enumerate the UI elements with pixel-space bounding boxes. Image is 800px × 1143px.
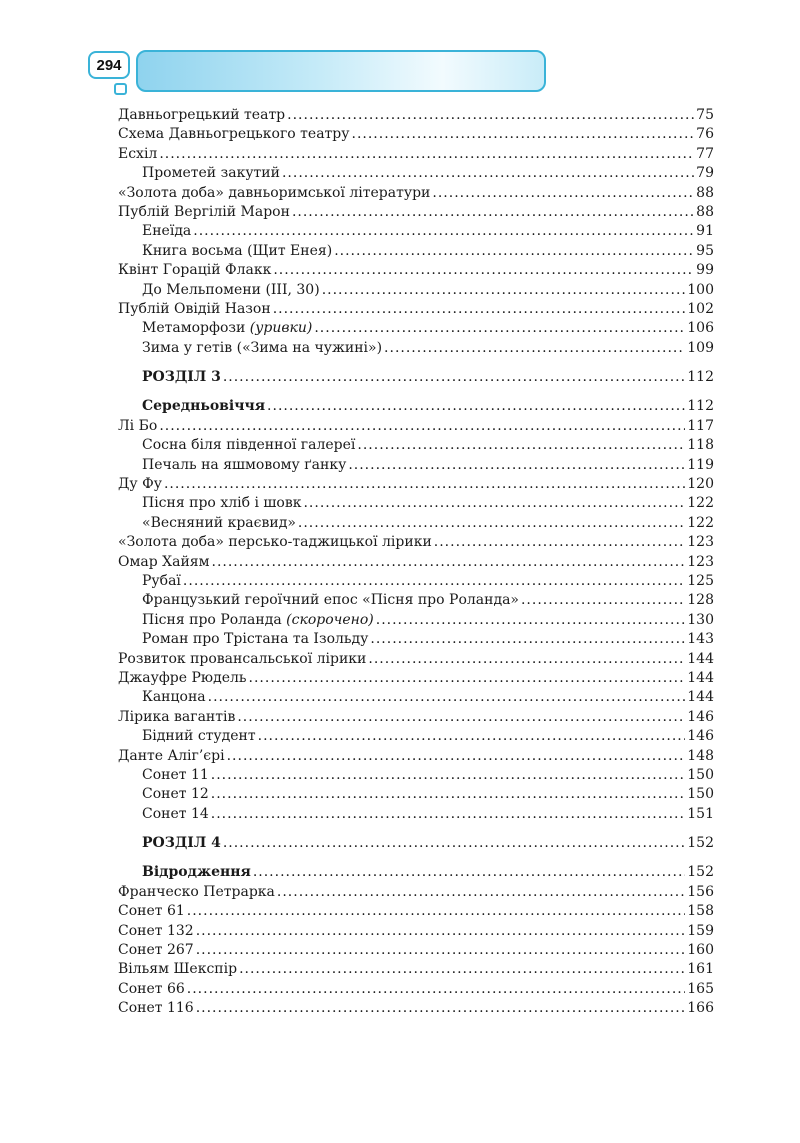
toc-entry-title-text: Публій Овідій Назон	[118, 300, 271, 317]
toc-entry-title-text: Омар Хайям	[118, 553, 210, 570]
toc-section-heading	[118, 834, 714, 853]
toc-entry-title-italic: (скорочено)	[286, 611, 374, 628]
toc-page-number: 152	[687, 835, 714, 852]
toc-leader-dots	[277, 883, 685, 902]
toc-entry	[118, 688, 714, 707]
toc-entry-title-text: Сонет 116	[118, 1000, 194, 1017]
toc-entry	[118, 533, 714, 552]
toc-entry-title	[118, 999, 194, 1018]
toc-entry	[118, 417, 714, 436]
toc-entry-title-text: Рубаї	[142, 572, 181, 589]
toc-entry-title-text: Метаморфози	[142, 320, 250, 337]
toc-entry-title-text: Канцона	[142, 689, 206, 706]
toc-leader-dots	[196, 941, 686, 960]
toc-entry-title	[142, 688, 206, 707]
toc-entry	[118, 242, 714, 261]
toc-leader-dots	[159, 145, 694, 164]
toc-entry-title	[142, 766, 209, 785]
toc-section-heading	[118, 368, 714, 387]
toc-entry-title	[118, 650, 366, 669]
toc-entry-title-text: Сонет 132	[118, 922, 194, 939]
toc-leader-dots	[368, 650, 685, 669]
toc-entry-title	[118, 922, 194, 941]
toc-entry-title	[142, 456, 346, 475]
toc-entry-title	[142, 436, 355, 455]
toc-entry-title	[118, 184, 430, 203]
toc-leader-dots	[303, 494, 685, 513]
toc-entry-title	[118, 125, 350, 144]
toc-entry-title-text: Лірика вагантів	[118, 708, 236, 725]
toc-section-heading	[118, 863, 714, 882]
toc-entry-title	[142, 514, 296, 533]
toc-page-number: 152	[687, 864, 714, 881]
toc-entry-title-text: Зима у гетів («Зима на чужині»)	[142, 339, 383, 356]
toc-entry	[118, 436, 714, 455]
toc-leader-dots	[434, 533, 685, 552]
toc-leader-dots	[253, 863, 685, 882]
toc-leader-dots	[432, 184, 694, 203]
toc-leader-dots	[287, 106, 694, 125]
toc-entry-title-text: Сонет 11	[142, 766, 209, 783]
toc-page-number: 146	[687, 728, 714, 745]
toc-entry-title-text: Сонет 267	[118, 942, 194, 959]
toc-leader-dots	[352, 125, 695, 144]
toc-entry-title-text: Сонет 12	[142, 786, 209, 803]
toc-leader-dots	[273, 300, 686, 319]
toc-entry-title-text: Відродження	[142, 864, 251, 881]
toc-entry-title	[118, 980, 185, 999]
toc-entry	[118, 281, 714, 300]
toc-leader-dots	[187, 902, 685, 921]
toc-entry	[118, 339, 714, 358]
toc-entry	[118, 650, 714, 669]
toc-entry-title	[118, 417, 157, 436]
toc-entry-title	[118, 960, 237, 979]
toc-entry-title-text: Французький героїчний епос «Пісня про Роланда»	[142, 592, 519, 609]
toc-entry	[118, 960, 714, 979]
toc-leader-dots	[187, 980, 685, 999]
toc-page-number: 123	[687, 553, 714, 570]
toc-entry	[118, 514, 714, 533]
toc-entry-title-text: Схема Давньогрецького театру	[118, 126, 350, 143]
toc-entry	[118, 164, 714, 183]
toc-page-number: 102	[687, 300, 714, 317]
toc-entry	[118, 261, 714, 280]
toc-page-number: 158	[687, 903, 714, 920]
toc-leader-dots	[249, 669, 686, 688]
toc-entry-title-text: РОЗДІЛ 4	[142, 835, 221, 852]
toc-entry-title	[142, 368, 221, 387]
toc-entry-title	[118, 747, 225, 766]
toc-leader-dots	[357, 436, 685, 455]
toc-entry-title-text: Франческо Петрарка	[118, 883, 275, 900]
toc-entry-title-text: Сонет 66	[118, 980, 185, 997]
toc-entry	[118, 203, 714, 222]
toc-entry	[118, 922, 714, 941]
toc-entry-title	[118, 261, 271, 280]
toc-entry	[118, 456, 714, 475]
toc-entry-title	[118, 106, 285, 125]
header-bar	[136, 50, 546, 92]
toc-entry	[118, 902, 714, 921]
toc-leader-dots	[164, 475, 685, 494]
toc-entry-title-text: Лі Бо	[118, 417, 158, 434]
table-of-contents	[118, 106, 714, 1019]
toc-page-number: 120	[687, 476, 714, 493]
toc-entry-title-text: Вільям Шекспір	[118, 961, 238, 978]
toc-entry	[118, 669, 714, 688]
toc-entry-title-text: Розвиток провансальської лірики	[118, 650, 367, 667]
toc-entry-title-text: Пісня про хліб і шовк	[142, 495, 302, 512]
toc-page-number: 125	[687, 572, 714, 589]
toc-entry-title-text: Сосна біля південної галереї	[142, 437, 356, 454]
toc-page-number: 146	[687, 708, 714, 725]
toc-entry-title-text: Пісня про Роланда	[142, 611, 287, 628]
toc-entry-title	[142, 397, 265, 416]
toc-page-number: 150	[687, 786, 714, 803]
toc-entry-title-text: «Золота доба» давньоримської літератури	[118, 184, 431, 201]
toc-leader-dots	[322, 281, 686, 300]
toc-entry-title	[142, 319, 312, 338]
toc-entry-title-text: «Золота доба» персько-таджицької лірики	[118, 534, 432, 551]
toc-page-number: 91	[696, 223, 714, 240]
toc-page-number: 165	[687, 980, 714, 997]
toc-leader-dots	[237, 708, 685, 727]
toc-entry-title-text: Енеїда	[142, 223, 192, 240]
toc-page-number: 117	[687, 417, 714, 434]
toc-entry	[118, 630, 714, 649]
toc-page-number: 100	[687, 281, 714, 298]
toc-entry-title	[142, 630, 368, 649]
toc-leader-dots	[223, 834, 685, 853]
toc-entry-title-text: Давньогрецький театр	[118, 107, 286, 123]
toc-entry-title	[118, 145, 157, 164]
toc-entry-title	[142, 785, 209, 804]
toc-leader-dots	[211, 766, 685, 785]
toc-entry	[118, 883, 714, 902]
toc-page-number: 106	[687, 320, 714, 337]
toc-leader-dots	[273, 261, 694, 280]
toc-leader-dots	[227, 747, 686, 766]
toc-leader-dots	[211, 805, 685, 824]
toc-entry	[118, 125, 714, 144]
toc-entry-title-text: Бідний студент	[142, 728, 256, 745]
toc-entry-title	[142, 727, 256, 746]
toc-entry-title	[142, 834, 221, 853]
toc-page-number: 160	[687, 942, 714, 959]
toc-page-number: 144	[687, 650, 714, 667]
toc-entry	[118, 708, 714, 727]
toc-entry	[118, 766, 714, 785]
toc-entry-title	[142, 572, 181, 591]
toc-leader-dots	[196, 922, 686, 941]
toc-page-number: 75	[696, 107, 714, 123]
toc-leader-dots	[212, 553, 686, 572]
toc-page-number: 119	[687, 456, 714, 473]
toc-page-number: 88	[696, 184, 714, 201]
toc-entry-title-text: Публій Вергілій Марон	[118, 203, 290, 220]
toc-page-number: 112	[687, 369, 714, 386]
toc-leader-dots	[384, 339, 685, 358]
page-number: 294	[88, 51, 130, 79]
toc-entry-title	[142, 591, 519, 610]
toc-entry-title	[118, 669, 247, 688]
toc-entry	[118, 611, 714, 630]
toc-entry	[118, 572, 714, 591]
toc-entry-title	[142, 242, 332, 261]
toc-page-number: 95	[696, 242, 714, 259]
toc-entry-title-italic: (уривки)	[249, 320, 313, 337]
toc-page-number: 112	[687, 398, 714, 415]
toc-page-number: 143	[687, 631, 714, 648]
toc-leader-dots	[183, 572, 685, 591]
toc-entry	[118, 980, 714, 999]
toc-entry	[118, 591, 714, 610]
toc-entry	[118, 941, 714, 960]
toc-entry-title	[118, 553, 210, 572]
toc-entry-title-text: Есхіл	[118, 145, 158, 162]
toc-entry-title	[142, 281, 320, 300]
toc-entry	[118, 184, 714, 203]
toc-page-number: 150	[687, 766, 714, 783]
toc-entry-title-text: РОЗДІЛ 3	[142, 369, 221, 386]
toc-leader-dots	[348, 456, 685, 475]
toc-page-number: 156	[687, 883, 714, 900]
toc-entry-title-text: Ду Фу	[118, 476, 162, 493]
toc-page-number: 79	[696, 165, 714, 182]
toc-page-number: 151	[687, 805, 714, 822]
toc-entry-title-text: «Весняний краєвид»	[142, 514, 296, 531]
toc-page-number: 109	[687, 339, 714, 356]
toc-page-number: 122	[687, 514, 714, 531]
toc-leader-dots	[267, 397, 685, 416]
toc-entry-title	[142, 339, 382, 358]
toc-entry	[118, 553, 714, 572]
toc-entry	[118, 999, 714, 1018]
toc-entry	[118, 145, 714, 164]
toc-leader-dots	[370, 630, 685, 649]
toc-page-number: 130	[687, 611, 714, 628]
toc-entry-title	[142, 805, 209, 824]
decorative-square	[114, 83, 127, 95]
toc-entry	[118, 494, 714, 513]
toc-entry	[118, 785, 714, 804]
toc-leader-dots	[521, 591, 685, 610]
toc-entry-title	[142, 494, 301, 513]
toc-leader-dots	[193, 222, 694, 241]
toc-entry-title-text: Роман про Трістана та Ізольду	[142, 631, 369, 648]
toc-entry-title	[118, 203, 290, 222]
toc-page-number: 99	[696, 262, 714, 279]
toc-entry-title-text: Сонет 61	[118, 903, 185, 920]
toc-entry	[118, 319, 714, 338]
toc-leader-dots	[298, 514, 685, 533]
toc-entry	[118, 747, 714, 766]
toc-page-number: 118	[687, 437, 714, 454]
toc-entry-title	[142, 164, 280, 183]
toc-page-number: 161	[687, 961, 714, 978]
toc-entry-title-text: Джауфре Рюдель	[118, 669, 247, 686]
toc-leader-dots	[159, 417, 685, 436]
toc-entry-title-text: Данте Аліг’єрі	[118, 747, 225, 764]
toc-entry	[118, 475, 714, 494]
toc-entry	[118, 300, 714, 319]
toc-entry-title	[118, 883, 275, 902]
toc-page-number: 123	[687, 534, 714, 551]
toc-leader-dots	[223, 368, 685, 387]
toc-entry-title-text: Квінт Горацій Флакк	[118, 262, 272, 279]
toc-entry-title-text: Сонет 14	[142, 805, 209, 822]
toc-entry-title	[118, 300, 271, 319]
toc-leader-dots	[208, 688, 686, 707]
toc-entry-title-text: Середньовіччя	[142, 398, 266, 415]
toc-leader-dots	[334, 242, 694, 261]
toc-leader-dots	[258, 727, 686, 746]
toc-entry-title	[118, 533, 432, 552]
toc-page-number: 148	[687, 747, 714, 764]
toc-page-number: 122	[687, 495, 714, 512]
toc-leader-dots	[211, 785, 685, 804]
toc-entry	[118, 727, 714, 746]
toc-page-number: 88	[696, 203, 714, 220]
toc-entry	[118, 106, 714, 125]
toc-entry-title-text: До Мельпомени (ІІІ, 30)	[142, 281, 320, 298]
toc-leader-dots	[314, 319, 685, 338]
toc-entry-title-text: Прометей закутий	[142, 165, 280, 182]
toc-page-number: 166	[687, 1000, 714, 1017]
toc-entry-title	[118, 475, 162, 494]
toc-entry-title	[142, 863, 251, 882]
toc-leader-dots	[292, 203, 694, 222]
toc-leader-dots	[282, 164, 694, 183]
toc-page-number: 76	[696, 126, 714, 143]
toc-entry-title	[142, 611, 374, 630]
toc-entry	[118, 222, 714, 241]
toc-page-number: 144	[687, 669, 714, 686]
toc-leader-dots	[376, 611, 686, 630]
toc-leader-dots	[239, 960, 685, 979]
toc-entry-title	[142, 222, 191, 241]
toc-entry-title-text: Книга восьма (Щит Енея)	[142, 242, 333, 259]
toc-page-number: 144	[687, 689, 714, 706]
toc-entry-title-text: Печаль на яшмовому ґанку	[142, 456, 347, 473]
toc-page-number: 77	[696, 145, 714, 162]
toc-section-heading	[118, 397, 714, 416]
toc-entry	[118, 805, 714, 824]
toc-page-number: 128	[687, 592, 714, 609]
toc-entry-title	[118, 941, 194, 960]
toc-entry-title	[118, 902, 185, 921]
toc-entry-title	[118, 708, 235, 727]
toc-leader-dots	[196, 999, 686, 1018]
toc-page-number: 159	[687, 922, 714, 939]
